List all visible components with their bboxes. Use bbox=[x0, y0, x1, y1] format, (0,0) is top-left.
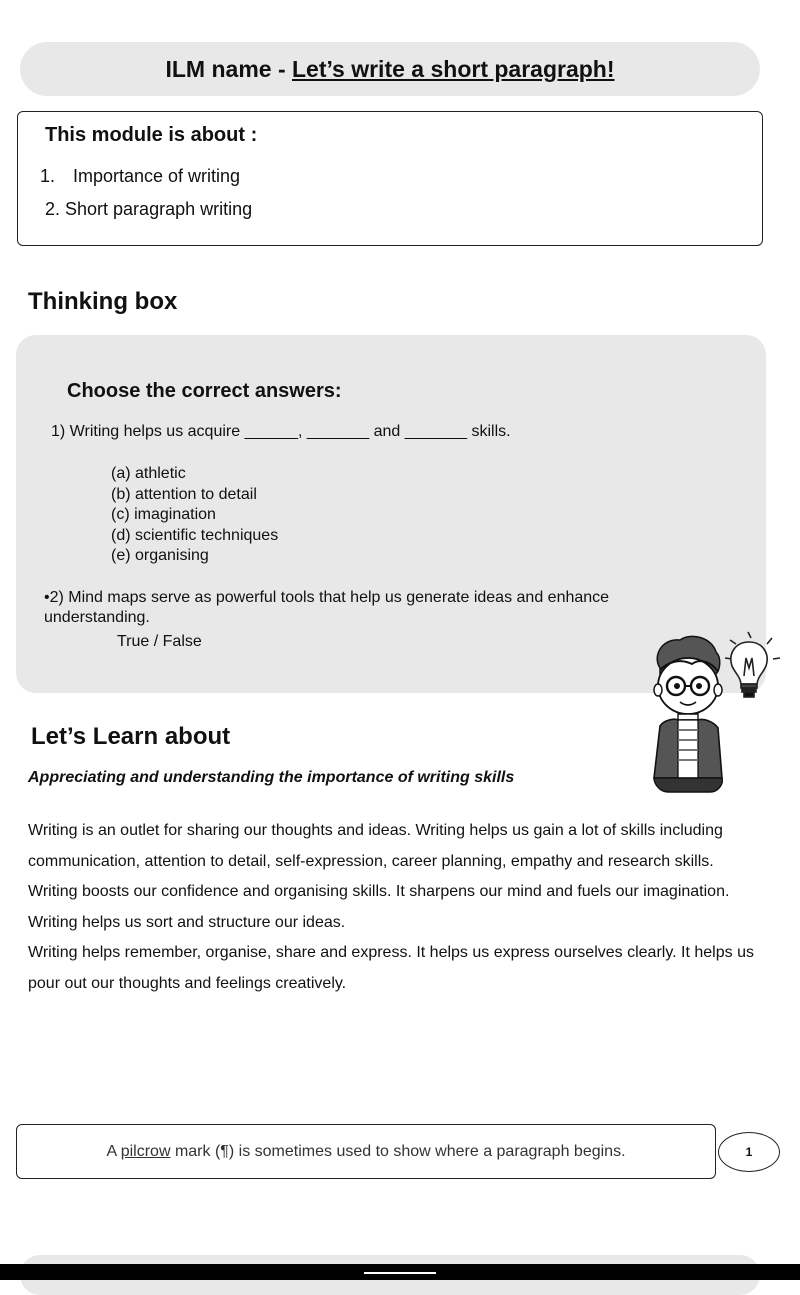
pilcrow-note bbox=[16, 1124, 716, 1179]
true-false-label: True / False bbox=[117, 633, 202, 650]
option-b: (b) attention to detail bbox=[111, 485, 257, 503]
option-d: (d) scientific techniques bbox=[111, 526, 279, 544]
pilcrow-note-post: mark (¶) is sometimes used to show where a paragraph begins. bbox=[170, 1142, 626, 1160]
question-2: •2) Mind maps serve as powerful tools that help us generate ideas and enhance understanding. bbox=[44, 589, 610, 626]
module-box bbox=[17, 111, 763, 246]
module-item-1-number: 1. bbox=[40, 166, 56, 186]
system-navigation-bar bbox=[0, 1264, 800, 1280]
title-prefix: ILM name - bbox=[165, 55, 292, 82]
learn-subheading: Appreciating and understanding the importance of writing skills bbox=[28, 769, 515, 786]
pilcrow-note-pre: A bbox=[106, 1142, 121, 1160]
home-gesture-handle[interactable] bbox=[364, 1272, 436, 1274]
paragraph-4: Writing helps remember, organise, share and express. It helps us express ourselves clearly. It helps us pour out our thoughts and feelings creatively. bbox=[28, 944, 754, 992]
learn-heading: Let’s Learn about bbox=[31, 723, 231, 750]
thinking-box-heading: Thinking box bbox=[28, 288, 178, 315]
module-item-2: 2. Short paragraph writing bbox=[45, 199, 253, 219]
option-a: (a) athletic bbox=[111, 465, 186, 482]
learn-paragraphs bbox=[28, 816, 758, 999]
pilcrow-link[interactable]: pilcrow bbox=[120, 1142, 171, 1160]
question-1: 1) Writing helps us acquire ______, _______ and _______ skills. bbox=[51, 423, 511, 440]
module-item-1-text: Importance of writing bbox=[73, 166, 241, 186]
title-banner bbox=[20, 42, 760, 96]
option-c: (c) imagination bbox=[111, 506, 216, 523]
page-number: 1 bbox=[718, 1132, 780, 1172]
title-text: Let’s write a short paragraph! bbox=[292, 55, 615, 82]
module-heading: This module is about : bbox=[45, 124, 258, 146]
boy-with-lightbulb-icon bbox=[640, 628, 785, 798]
module-item-1 bbox=[40, 166, 240, 187]
paragraph-2: Writing boosts our confidence and organising skills. It sharpens our mind and fuels our imagination. bbox=[28, 883, 730, 900]
choose-heading: Choose the correct answers: bbox=[67, 380, 342, 402]
answer-options bbox=[111, 464, 278, 567]
paragraph-1: Writing is an outlet for sharing our thoughts and ideas. Writing helps us gain a lot of skills including communication, attention to detail, self-expression, career planning, empathy and research skills. bbox=[28, 822, 723, 870]
paragraph-3: Writing helps us sort and structure our ideas. bbox=[28, 913, 346, 931]
option-e: (e) organising bbox=[111, 547, 209, 564]
